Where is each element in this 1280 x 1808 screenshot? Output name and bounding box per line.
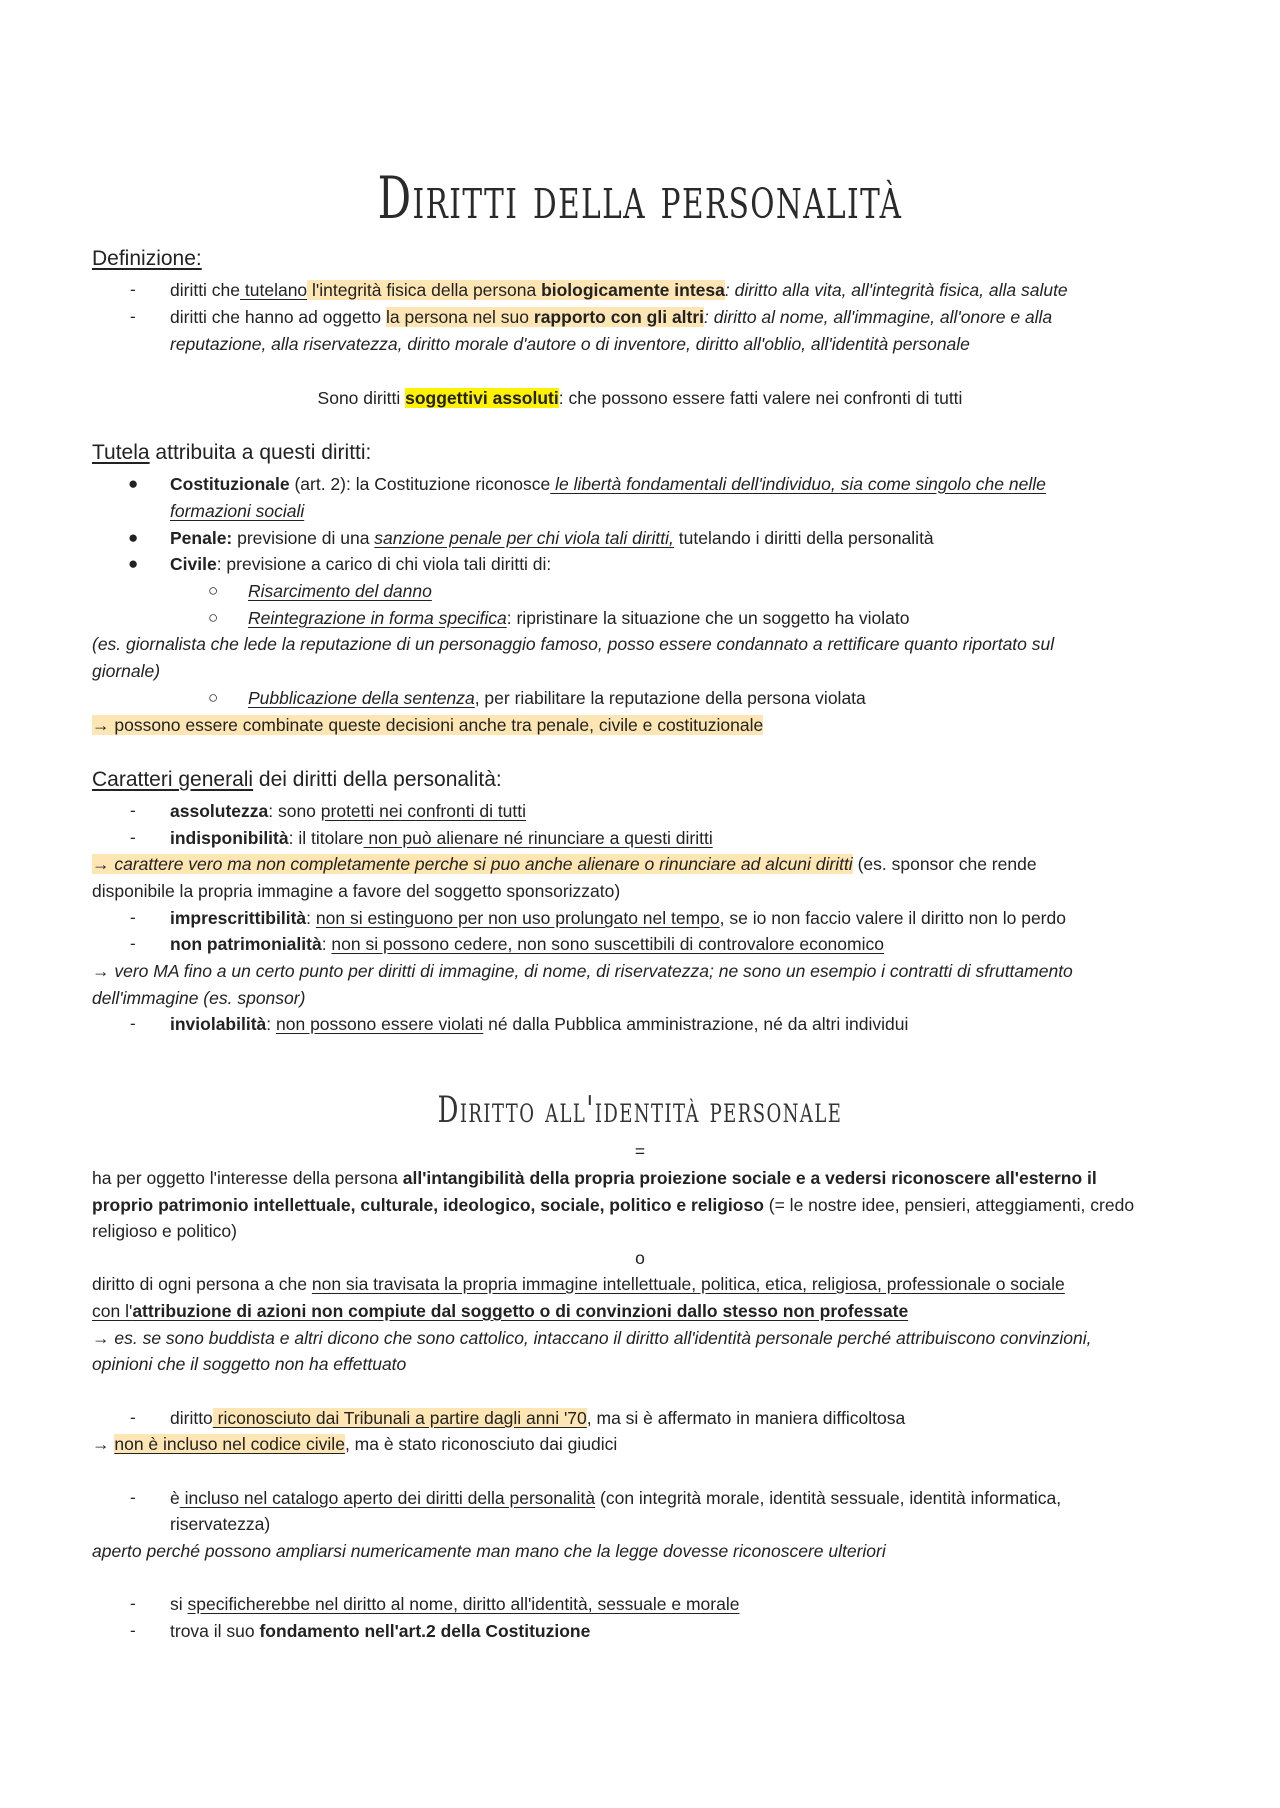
tutela-civile: Civile: previsione a carico di chi viola tali diritti di: <box>170 554 552 574</box>
identita-definizione-1: ha per oggetto l'interesse della persona all'intangibilità della propria proiezione sociale e a vedersi riconoscere all'esterno il <box>92 1168 1097 1188</box>
or-separator: o <box>635 1248 645 1268</box>
tutela-esempio: (es. giornalista che lede la reputazione di un personaggio famoso, posso essere condannato a rettificare quanto riportato sul <box>92 634 1055 654</box>
dash-marker: - <box>130 280 136 299</box>
dash-marker: - <box>130 1594 136 1613</box>
section-heading-definizione: Definizione: <box>92 247 202 270</box>
dash-marker: - <box>130 1408 136 1427</box>
dash-marker: - <box>130 801 136 820</box>
dash-marker: - <box>130 1621 136 1640</box>
definizione-item-2: diritti che hanno ad oggetto la persona nel suo rapporto con gli altri: diritto al nome, all'immagine, all'onore e alla <box>170 307 1053 327</box>
tutela-costituzionale: Costituzionale (art. 2): la Costituzione riconosce le libertà fondamentali dell'individuo, sia come singolo che nelle <box>170 474 1046 494</box>
circle-marker: ○ <box>208 688 219 707</box>
carattere-assolutezza: assolutezza: sono protetti nei confronti di tutti <box>170 801 527 821</box>
tutela-costituzionale-cont: formazioni sociali <box>170 501 305 521</box>
dash-marker: - <box>130 1014 136 1033</box>
section-heading-caratteri: Caratteri generali dei diritti della personalità: <box>92 768 502 791</box>
page-title: Diritti della personalità <box>377 164 903 232</box>
identita-definizione-1-cont: proprio patrimonio intellettuale, culturale, ideologico, sociale, politico e religioso (= le nostre idee, pensieri, atteggiamenti, credo <box>92 1195 1135 1215</box>
identita-bullet-catalogo-cont: riservatezza) <box>170 1514 271 1534</box>
section-title-identita: Diritto all'identità personale <box>437 1090 843 1131</box>
carattere-non-patrimonialita: non patrimonialità: non si possono cedere, non sono suscettibili di controvalore economico <box>170 934 884 954</box>
caratteri-nota-1-cont: disponibile la propria immagine a favore del soggetto sponsorizzato) <box>92 881 621 901</box>
circle-marker: ○ <box>208 581 219 600</box>
tutela-sub-pubblicazione: Pubblicazione della sentenza, per riabilitare la reputazione della persona violata <box>248 688 866 708</box>
circle-marker: ○ <box>208 608 219 627</box>
definizione-item-1: diritti che tutelano l'integrità fisica della persona biologicamente intesa: diritto alla vita, all'integrità fisica, alla salute <box>170 280 1068 300</box>
carattere-inviolabilita: inviolabilità: non possono essere violati né dalla Pubblica amministrazione, né da altri individui <box>170 1014 909 1034</box>
identita-aperto-nota: aperto perché possono ampliarsi numericamente man mano che la legge dovesse riconoscere ulteriori <box>92 1541 886 1561</box>
soggettivi-line: Sono diritti soggettivi assoluti: che possono essere fatti valere nei confronti di tutti <box>317 388 963 408</box>
identita-nota-codice: → non è incluso nel codice civile, ma è stato riconosciuto dai giudici <box>92 1434 618 1454</box>
identita-bullet-catalogo: è incluso nel catalogo aperto dei diritti della personalità (con integrità morale, identità sessuale, identità informatica, <box>170 1488 1062 1508</box>
dash-marker: - <box>130 908 136 927</box>
caratteri-nota-2: → vero MA fino a un certo punto per diritti di immagine, di nome, di riservatezza; ne sono un esempio i contratti di sfruttamento <box>92 961 1073 981</box>
identita-esempio: → es. se sono buddista e altri dicono che sono cattolico, intaccano il diritto all'identità personale perché attribuiscono convinzioni, <box>92 1328 1092 1348</box>
section-heading-tutela: Tutela attribuita a questi diritti: <box>92 441 372 464</box>
identita-definizione-2: diritto di ogni persona a che non sia travisata la propria immagine intellettuale, politica, etica, religiosa, professionale o sociale <box>92 1274 1065 1294</box>
bullet-marker: ● <box>128 554 139 573</box>
bullet-marker: ● <box>128 528 139 547</box>
caratteri-nota-2-cont: dell'immagine (es. sponsor) <box>92 988 306 1008</box>
definizione-item-2-cont: reputazione, alla riservatezza, diritto morale d'autore o di inventore, diritto all'oblio, all'identità personale <box>170 334 970 354</box>
dash-marker: - <box>130 1488 136 1507</box>
identita-esempio-cont: opinioni che il soggetto non ha effettuato <box>92 1354 407 1374</box>
tutela-sub-reintegrazione: Reintegrazione in forma specifica: ripristinare la situazione che un soggetto ha violato <box>248 608 910 628</box>
identita-definizione-2-cont: con l'attribuzione di azioni non compiute dal soggetto o di convinzioni dallo stesso non professate <box>92 1301 909 1321</box>
identita-bullet-riconosciuto: diritto riconosciuto dai Tribunali a partire dagli anni '70, ma si è affermato in maniera difficoltosa <box>170 1408 906 1428</box>
identita-bullet-fondamento: trova il suo fondamento nell'art.2 della Costituzione <box>170 1621 591 1641</box>
carattere-indisponibilita: indisponibilità: il titolare non può alienare né rinunciare a questi diritti <box>170 828 713 848</box>
caratteri-nota-1: → carattere vero ma non completamente perche si puo anche alienare o rinunciare ad alcuni diritti (es. sponsor che rende <box>92 854 1037 874</box>
identita-definizione-1-end: religioso e politico) <box>92 1221 237 1241</box>
bullet-marker: ● <box>128 474 139 493</box>
tutela-penale: Penale: previsione di una sanzione penale per chi viola tali diritti, tutelando i diritti della personalità <box>170 528 934 548</box>
tutela-sub-risarcimento: Risarcimento del danno <box>248 581 432 601</box>
dash-marker: - <box>130 828 136 847</box>
dash-marker: - <box>130 934 136 953</box>
carattere-imprescrittibilita: imprescrittibilità: non si estinguono per non uso prolungato nel tempo, se io non faccio valere il diritto non lo perdo <box>170 908 1066 928</box>
equals-sign: = <box>634 1141 646 1161</box>
tutela-nota: → possono essere combinate queste decisioni anche tra penale, civile e costituzionale <box>92 715 764 735</box>
identita-bullet-specifica: si specificherebbe nel diritto al nome, diritto all'identità, sessuale e morale <box>170 1594 740 1614</box>
dash-marker: - <box>130 307 136 326</box>
tutela-esempio-cont: giornale) <box>92 661 161 681</box>
